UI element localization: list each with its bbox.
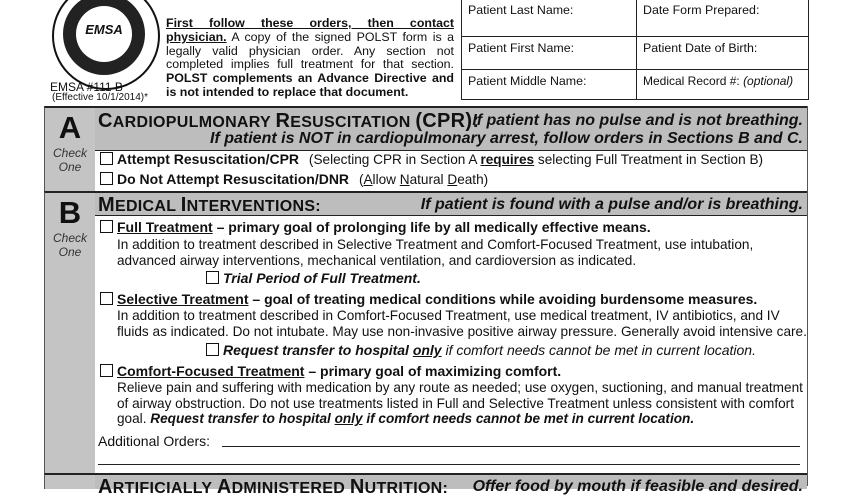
patient-first-name-field[interactable] [462,37,637,70]
section-c-condition: Offer food by mouth if feasible and desired. [472,478,803,495]
section-b-check: Check [52,231,87,245]
instructions-bold2: POLST complements an Advance Directive and is not intended to replace that document. [166,71,454,99]
selective-treatment-description: In addition to treatment described in Comfort-Focused Treatment, use medical treatment, IV antibiotics, and IV fluids as indicated. Do not intubate. May use non-invasive positive airway pressure. Generally avoid intensive care. [117,308,807,339]
additional-orders-line-1[interactable] [222,446,800,447]
checkbox-attempt-cpr[interactable] [100,152,113,165]
comfort-treatment-goal: – primary goal of maximizing comfort. [308,363,562,379]
section-a-condition-2: If patient is NOT in cardiopulmonary arrest, follow orders in Sections B and C. [210,130,803,147]
medical-record-optional: (optional) [743,74,794,88]
logo-inner [76,6,132,62]
patient-middle-name-field[interactable] [462,70,637,99]
section-c-column [44,473,95,489]
selective-treatment-label: Selective Treatment [117,291,249,307]
medical-record-field[interactable] [637,70,808,99]
checkbox-request-transfer[interactable] [206,343,219,356]
patient-dob-label: Patient Date of Birth: [643,41,758,55]
attempt-cpr-label: Attempt Resuscitation/CPR [117,151,300,167]
date-prepared-label: Date Form Prepared: [643,3,760,17]
medical-record-label: Medical Record #: [643,74,740,88]
instructions-bold: First follow these orders, then contact physician. [166,16,454,44]
instructions-body: A copy of the signed POLST form is a legally valid physician order. Any section not completed implies full treatment for that section. [166,29,455,72]
option-trial-period[interactable] [206,270,421,286]
checkbox-selective-treatment[interactable] [100,292,113,305]
checkbox-trial-period[interactable] [206,271,219,284]
section-b-one: One [58,245,82,259]
full-treatment-goal: – primary goal of prolonging life by all medically effective means. [216,219,651,235]
section-b-title: MEDICAL INTERVENTIONS: [98,194,321,216]
section-a-one: One [58,160,82,174]
option-selective-treatment[interactable] [100,291,757,307]
selective-treatment-goal: – goal of treating medical conditions while avoiding burdensome measures. [252,291,758,307]
checkbox-dnr[interactable] [100,172,113,185]
patient-dob-field[interactable] [637,37,808,70]
full-treatment-description: In addition to treatment described in Selective Treatment and Comfort-Focused Treatment, use intubation, advanced airway interventions, mechanical ventilation, and cardioversion as indicated. [117,237,754,268]
right-border [807,106,808,486]
checkbox-full-treatment[interactable] [100,220,113,233]
comfort-treatment-label: Comfort-Focused Treatment [117,363,305,379]
section-c-title: ARTIFICIALLY ADMINISTERED NUTRITION: [98,476,449,498]
section-a-letter: A [58,110,82,145]
section-a-column [44,106,95,191]
emsa-logo [52,0,160,90]
patient-middle-name-label: Patient Middle Name: [468,74,587,88]
section-b-condition: If patient is found with a pulse and/or is breathing. [420,196,803,213]
logo-ring [63,0,145,75]
option-attempt-cpr[interactable]: Attempt Resuscitation/CPR (Selecting CPR in Section A requires selecting Full Treatment in Section B) [100,151,763,167]
effective-date: (Effective 10/1/2014)* [52,92,148,103]
patient-info-table [461,0,809,100]
patient-last-name-field[interactable] [462,0,637,37]
option-dnr[interactable]: Do Not Attempt Resuscitation/DNR (Allow Natural Death) [100,171,488,187]
logo-text: EMSA [85,22,123,37]
additional-orders-line-2[interactable] [98,464,800,465]
section-c-header [95,473,807,498]
trial-period-label: Trial Period of Full Treatment. [223,270,421,286]
additional-orders-label: Additional Orders: [98,433,211,449]
full-treatment-label: Full Treatment [117,219,213,235]
option-comfort-treatment[interactable] [100,363,561,379]
section-a-condition-1: If patient has no pulse and is not breathing. [472,112,803,129]
comfort-treatment-description: Relieve pain and suffering with medication by any route as needed; use oxygen, suctioning, and manual treatment of airway obstruction. Do not use treatments listed in Full and Selective Treatment unless consistent with comfort goal. Request transfer to hospital only if comfort needs cannot be met in current location. [117,380,803,427]
section-a-title: CARDIOPULMONARY RESUSCITATION (CPR): [98,110,480,132]
option-full-treatment[interactable] [100,219,651,235]
patient-last-name-label: Patient Last Name: [468,3,574,17]
section-a-header [95,106,807,151]
checkbox-comfort-treatment[interactable] [100,364,113,377]
section-b-column [44,191,95,473]
form-id: EMSA #111 B [50,80,123,94]
date-prepared-field[interactable] [637,0,808,37]
dnr-label: Do Not Attempt Resuscitation/DNR [117,171,350,187]
section-b-header [95,191,807,216]
patient-first-name-label: Patient First Name: [468,41,575,55]
instructions [166,17,454,100]
section-a-check: Check [52,146,87,160]
option-request-transfer[interactable]: Request transfer to hospital only if comfort needs cannot be met in current location. [206,342,756,358]
section-b-letter: B [58,195,82,230]
